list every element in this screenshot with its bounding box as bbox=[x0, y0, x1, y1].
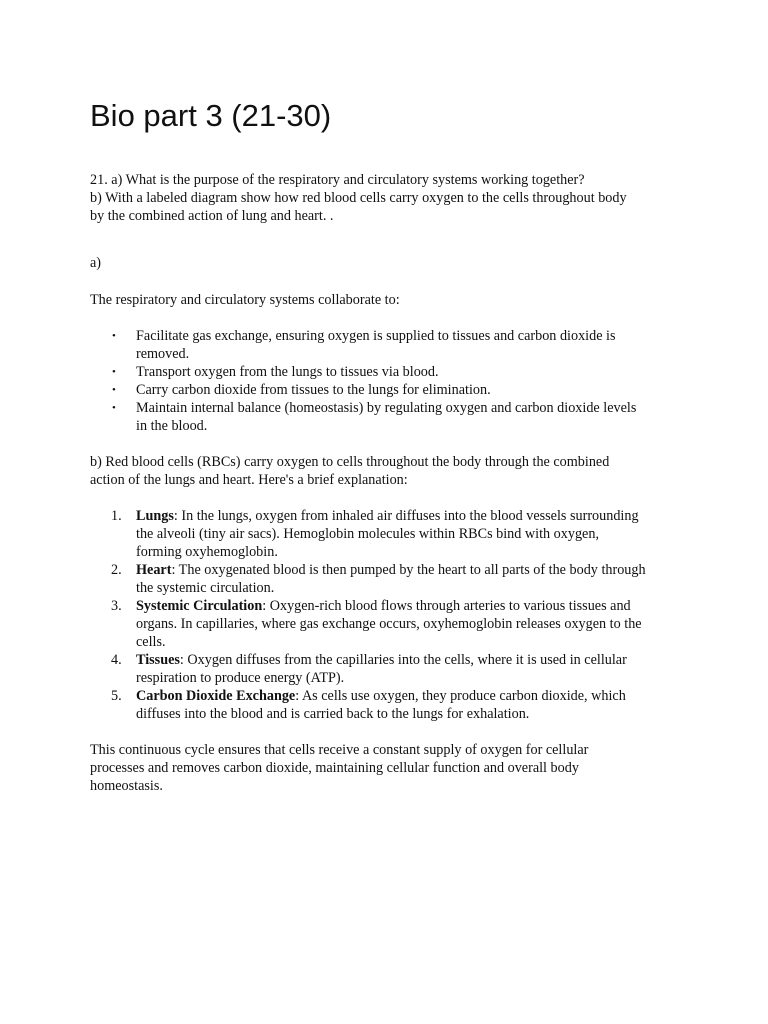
list-item-text: Carry carbon dioxide from tissues to the lungs for elimination. bbox=[136, 382, 491, 398]
list-item bbox=[90, 651, 690, 687]
step-term: Heart bbox=[136, 562, 172, 578]
conclusion-line: homeostasis. bbox=[90, 778, 163, 794]
step-text: cells. bbox=[136, 634, 166, 650]
step-number: 2. bbox=[111, 562, 122, 578]
list-item bbox=[90, 561, 690, 597]
document-body bbox=[90, 171, 690, 795]
conclusion-line: processes and removes carbon dioxide, maintaining cellular function and overall body bbox=[90, 760, 579, 776]
step-number: 5. bbox=[111, 688, 122, 704]
step-number: 1. bbox=[111, 508, 122, 524]
step-text: the systemic circulation. bbox=[136, 580, 275, 596]
step-text: : In the lungs, oxygen from inhaled air diffuses into the blood vessels surrounding bbox=[173, 508, 639, 524]
list-item bbox=[90, 507, 690, 561]
step-term: Tissues bbox=[136, 652, 180, 668]
list-item bbox=[90, 687, 690, 723]
step-term: Lungs bbox=[136, 508, 174, 524]
bullet-icon: • bbox=[112, 330, 116, 342]
part-a-intro: The respiratory and circulatory systems collaborate to: bbox=[90, 292, 400, 308]
part-b-step-list bbox=[90, 507, 690, 723]
list-item bbox=[90, 381, 690, 399]
bullet-icon: • bbox=[112, 384, 116, 396]
part-b-intro bbox=[90, 453, 690, 489]
list-item-text: Maintain internal balance (homeostasis) by regulating oxygen and carbon dioxide levels bbox=[136, 400, 637, 416]
bullet-icon: • bbox=[112, 402, 116, 414]
step-text: the alveoli (tiny air sacs). Hemoglobin molecules within RBCs bind with oxygen, bbox=[136, 526, 599, 542]
step-text: : The oxygenated blood is then pumped by the heart to all parts of the body through bbox=[171, 562, 646, 578]
question-line: by the combined action of lung and heart. . bbox=[90, 208, 334, 224]
step-text: : As cells use oxygen, they produce carbon dioxide, which bbox=[295, 688, 626, 704]
list-item-text: Facilitate gas exchange, ensuring oxygen is supplied to tissues and carbon dioxide is bbox=[136, 328, 616, 344]
list-item-text: removed. bbox=[136, 346, 190, 362]
step-text: diffuses into the blood and is carried back to the lungs for exhalation. bbox=[136, 706, 530, 722]
step-number: 4. bbox=[111, 652, 122, 668]
list-item bbox=[90, 597, 690, 651]
list-item-text: in the blood. bbox=[136, 418, 208, 434]
step-number: 3. bbox=[111, 598, 122, 614]
question-text bbox=[90, 171, 690, 225]
step-term: Carbon Dioxide Exchange bbox=[136, 688, 296, 704]
list-item bbox=[90, 399, 690, 435]
question-line: b) With a labeled diagram show how red blood cells carry oxygen to the cells throughout body bbox=[90, 190, 627, 206]
step-text: forming oxyhemoglobin. bbox=[136, 544, 278, 560]
part-a-bullet-list bbox=[90, 327, 690, 435]
conclusion-paragraph bbox=[90, 741, 690, 795]
list-item bbox=[90, 363, 690, 381]
list-item bbox=[90, 327, 690, 363]
part-b-intro-line: action of the lungs and heart. Here's a brief explanation: bbox=[90, 472, 408, 488]
step-text: : Oxygen diffuses from the capillaries into the cells, where it is used in cellular bbox=[179, 652, 627, 668]
bullet-icon: • bbox=[112, 366, 116, 378]
question-line: 21. a) What is the purpose of the respiratory and circulatory systems working together? bbox=[90, 172, 585, 188]
page-title: Bio part 3 (21-30) bbox=[90, 98, 332, 133]
part-a-label: a) bbox=[90, 255, 102, 271]
step-text: respiration to produce energy (ATP). bbox=[136, 670, 345, 686]
step-text: : Oxygen-rich blood flows through arteries to various tissues and bbox=[262, 598, 631, 614]
list-item-text: Transport oxygen from the lungs to tissues via blood. bbox=[136, 364, 439, 380]
step-term: Systemic Circulation bbox=[136, 598, 263, 614]
part-b-intro-line: b) Red blood cells (RBCs) carry oxygen to cells throughout the body through the combined bbox=[90, 454, 610, 470]
step-text: organs. In capillaries, where gas exchange occurs, oxyhemoglobin releases oxygen to the bbox=[136, 616, 642, 632]
conclusion-line: This continuous cycle ensures that cells receive a constant supply of oxygen for cellular bbox=[90, 742, 589, 758]
